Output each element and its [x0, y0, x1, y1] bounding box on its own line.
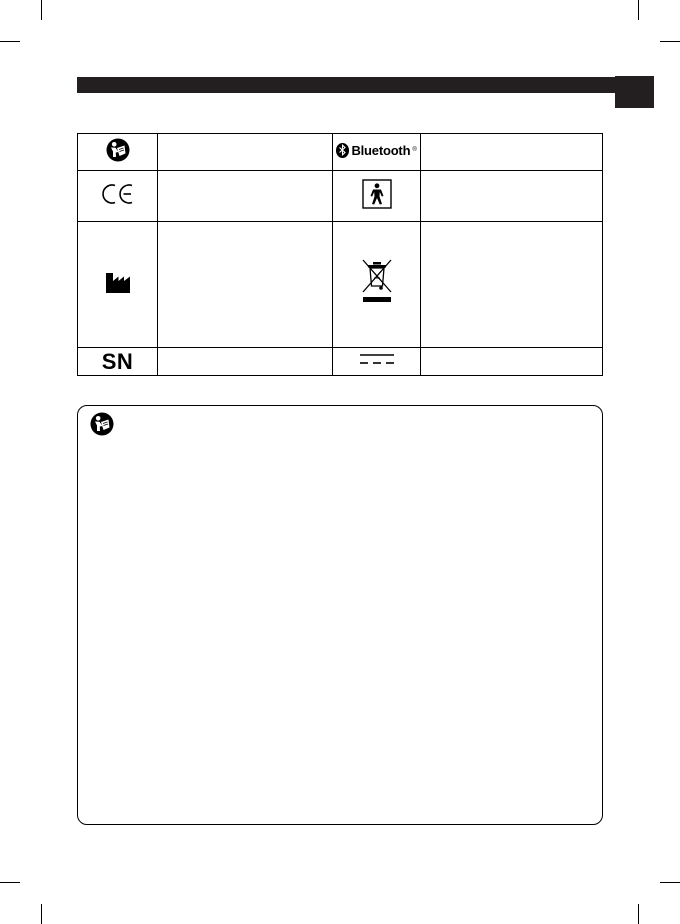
table-row [78, 134, 603, 171]
table-cell-description [158, 348, 333, 376]
table-cell-icon [333, 348, 421, 376]
instructions-manual-icon [106, 138, 130, 162]
table-cell-icon [78, 171, 158, 222]
crop-mark [660, 41, 680, 42]
symbols-table [77, 133, 603, 376]
table-cell-description [158, 171, 333, 222]
table-cell-icon [78, 222, 158, 348]
weee-crossed-bin-icon [360, 257, 394, 307]
crop-mark [638, 904, 639, 924]
bluetooth-label: Bluetooth [351, 142, 411, 158]
table-cell-description [421, 222, 603, 348]
crop-mark [0, 882, 20, 883]
table-cell-icon [333, 171, 421, 222]
table-row [78, 171, 603, 222]
table-cell-description [158, 222, 333, 348]
table-cell-description [421, 134, 603, 171]
registered-mark: ® [412, 147, 417, 154]
crop-mark [41, 0, 42, 20]
section-header-bar [77, 77, 615, 93]
crop-mark [638, 0, 639, 20]
table-cell-icon [333, 222, 421, 348]
crop-mark [41, 904, 42, 924]
manufacturer-icon [105, 270, 131, 294]
serial-number-icon: SN [101, 348, 134, 374]
table-row [78, 222, 603, 348]
crop-mark [660, 882, 680, 883]
crop-mark [0, 41, 20, 42]
table-cell-description [421, 348, 603, 376]
instructions-manual-icon [90, 412, 114, 436]
table-cell-icon [78, 348, 158, 376]
table-row [78, 348, 603, 376]
type-bf-applied-part-icon [362, 179, 392, 209]
table-cell-description [158, 134, 333, 171]
table-cell-icon [78, 134, 158, 171]
note-box [77, 405, 603, 825]
direct-current-icon [359, 352, 395, 366]
language-tab [615, 76, 654, 108]
bluetooth-rune-icon [336, 143, 349, 158]
table-cell-icon [333, 134, 421, 171]
table-cell-description [421, 171, 603, 222]
bluetooth-logo-icon [336, 143, 416, 158]
ce-mark-icon [101, 183, 135, 205]
